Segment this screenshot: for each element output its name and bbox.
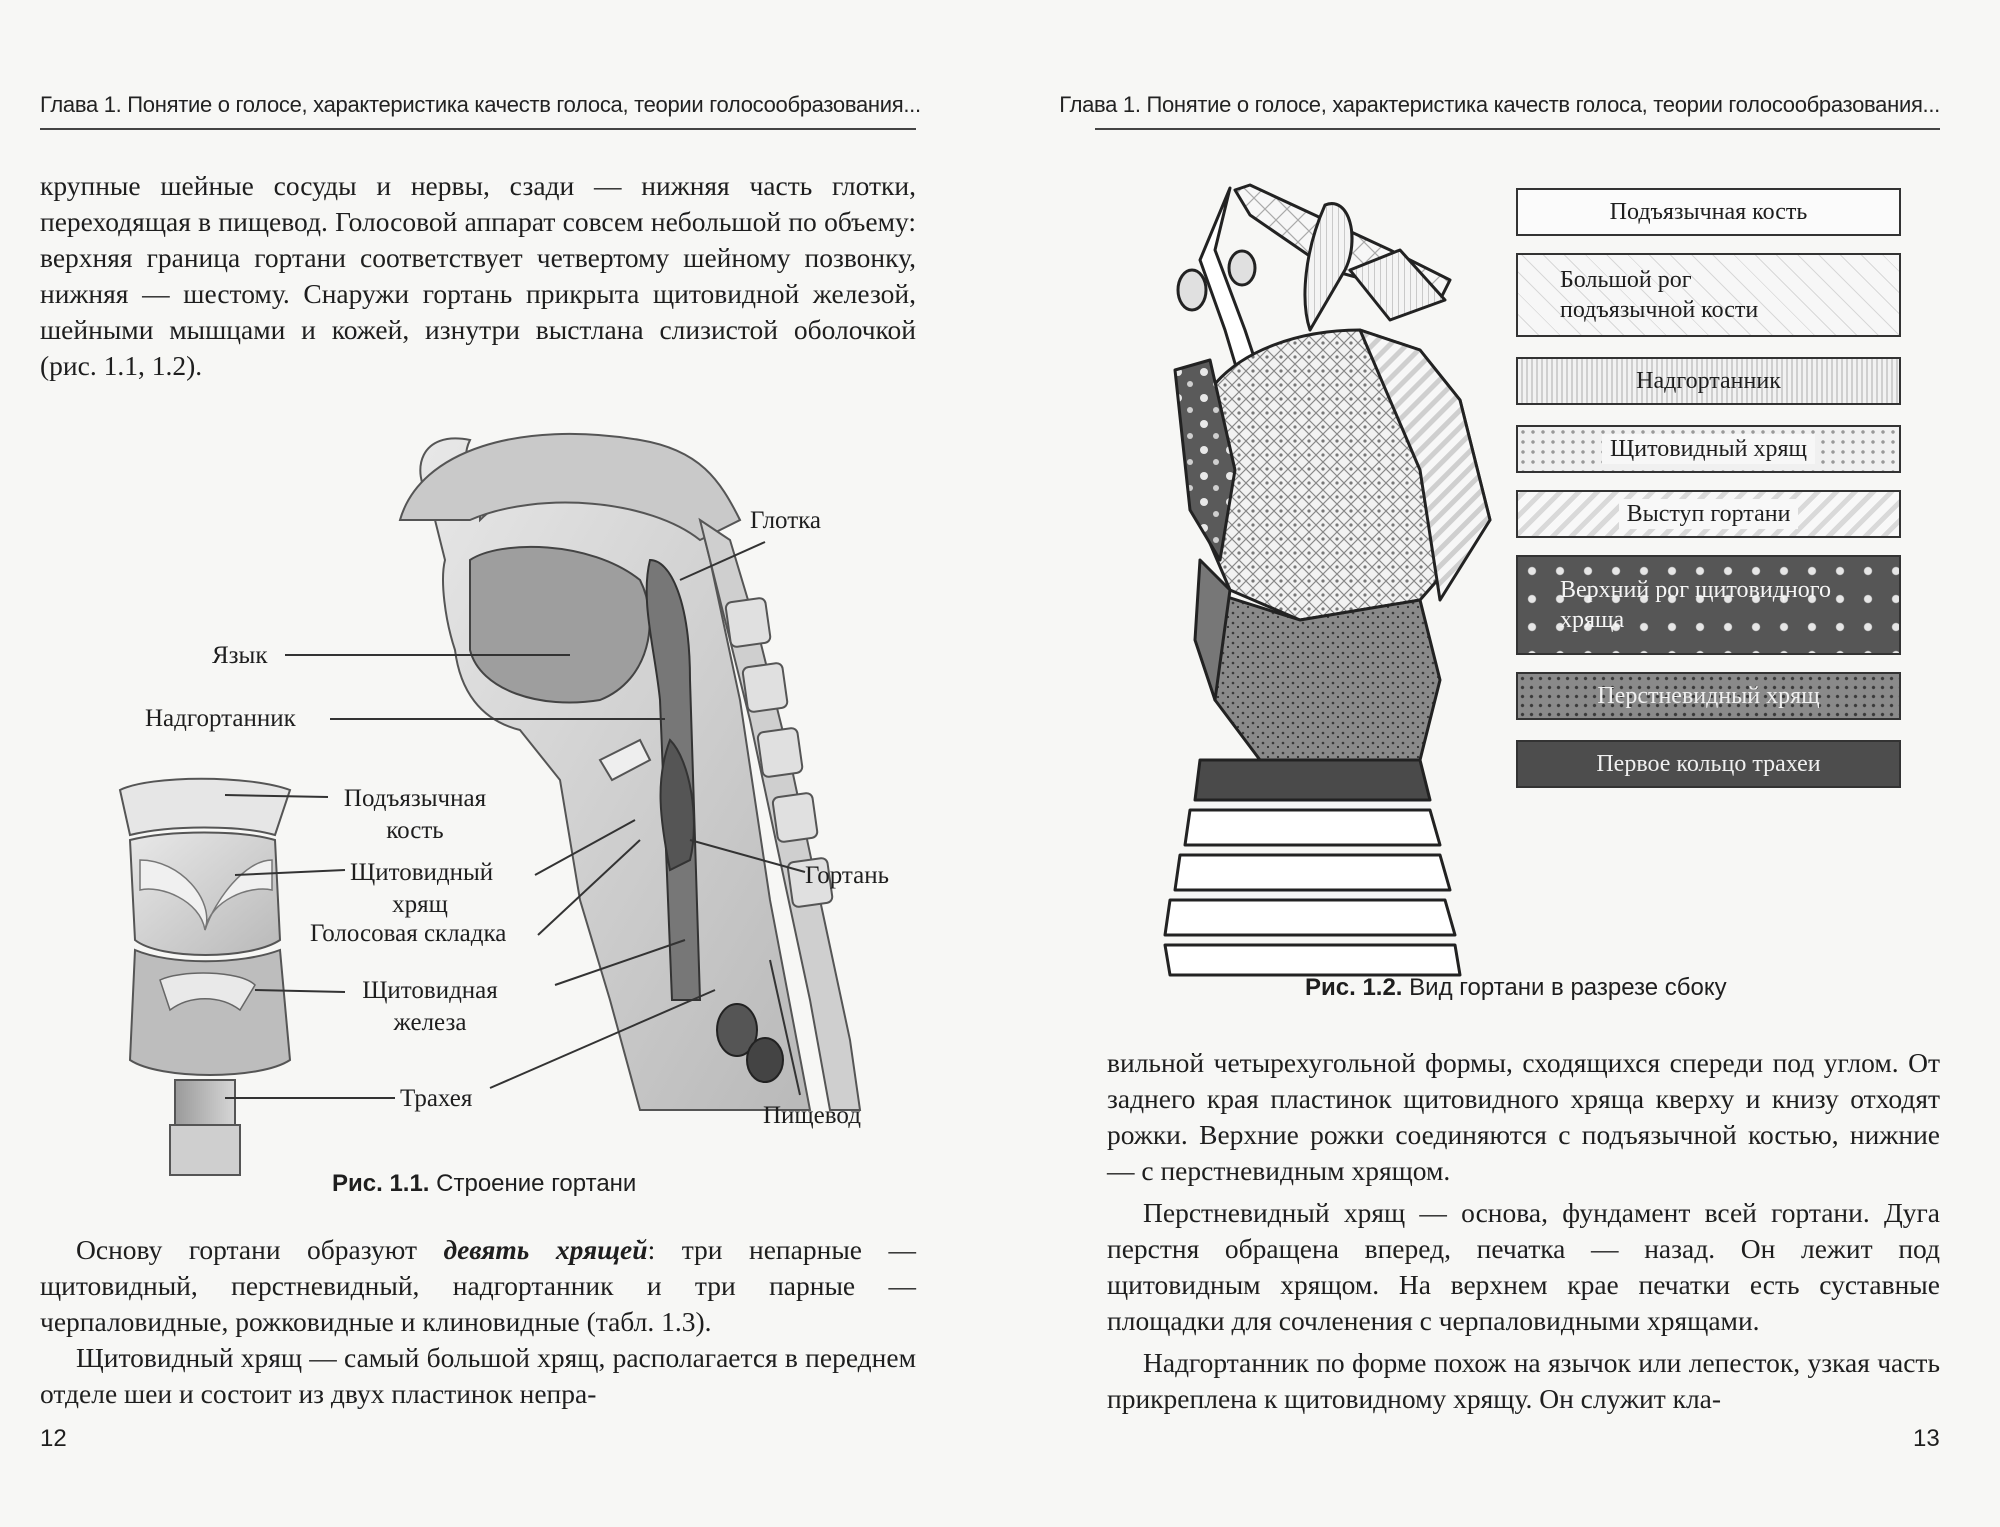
- label-tongue: Язык: [212, 642, 268, 669]
- running-head-right: Глава 1. Понятие о голосе, характеристика качеств голоса, теории голосообразования...: [1059, 92, 1940, 117]
- legend-superior-horn-thyroid-label: Верхний рог щитовидного хряща: [1560, 577, 1832, 633]
- left-paragraph-2-start: Основу гортани образуют: [76, 1234, 444, 1265]
- figure-1-2-caption-number: Рис. 1.2.: [1305, 974, 1403, 1001]
- label-vocal-fold: Голосовая складка: [310, 920, 507, 947]
- legend-superior-horn-thyroid: [1516, 555, 1901, 655]
- legend-thyroid-cartilage: [1516, 425, 1901, 473]
- label-pharynx: Глотка: [750, 507, 822, 534]
- label-hyoid-bone: Подъязычная кость: [343, 785, 487, 844]
- left-paragraph-1-text: крупные шейные сосуды и нервы, сзади — нижняя часть глотки, переходящая в пищевод. Голосовой аппарат совсем небольшой по объему: верхняя граница гортани соответствует четвертому шейному позвонку, нижняя — шестому. Снаружи гортань прикрыта щитовидной железой, шейными мышцами и кожей, изнутри выстлана слизистой оболочкой (рис. 1.1, 1.2).: [40, 170, 916, 381]
- left-paragraph-3: Щитовидный хрящ — самый большой хрящ, располагается в переднем отделе шеи и состоит из двух пластинок непра-: [40, 1342, 916, 1409]
- label-thyroid-cartilage: Щитовидный хрящ: [350, 859, 494, 918]
- page-number-right: 13: [1913, 1425, 1940, 1452]
- larynx-lateral-drawing: [1165, 185, 1490, 975]
- label-esophagus: Пищевод: [763, 1102, 861, 1129]
- page-number-left: 12: [40, 1425, 67, 1452]
- emphasis-nine-cartilages: девять хрящей: [443, 1234, 648, 1265]
- running-head-left: Глава 1. Понятие о голосе, характеристика качеств голоса, теории голосообразования...: [40, 92, 921, 117]
- label-trachea: Трахея: [400, 1085, 473, 1112]
- legend-greater-horn-hyoid-label: Большой рог подъязычной кости: [1560, 267, 1759, 323]
- legend-greater-horn-hyoid: [1516, 253, 1901, 337]
- legend-first-tracheal-ring-label: Первое кольцо трахеи: [1596, 751, 1821, 777]
- legend-thyroid-cartilage-label: Щитовидный хрящ: [1602, 434, 1815, 464]
- figure-1-2-caption-text: Вид гортани в разрезе сбоку: [1409, 974, 1727, 1001]
- legend-cricoid-cartilage: [1516, 672, 1901, 720]
- figure-1-1-caption-number: Рис. 1.1.: [332, 1170, 430, 1197]
- label-epiglottis: Надгортанник: [145, 705, 296, 732]
- right-paragraph-3: Надгортанник по форме похож на язычок или лепесток, узкая часть прикреплена к щитовидному хрящу. Он служит кла-: [1107, 1347, 1940, 1414]
- legend-hyoid-bone-label: Подъязычная кость: [1609, 199, 1808, 225]
- legend-cricoid-cartilage-label: Перстневидный хрящ: [1597, 683, 1820, 709]
- right-paragraph-1: вильной четырехугольной формы, сходящихся спереди под углом. От заднего края пластинок щитовидного хряща кверху и книзу отходят рожки. Верхние рожки соединяются с подъязычной костью, нижние — с перстневидным хрящом.: [1107, 1047, 1940, 1186]
- legend-laryngeal-prominence: [1516, 490, 1901, 538]
- legend-hyoid-bone: [1516, 188, 1901, 236]
- legend-laryngeal-prominence-label: Выступ гортани: [1619, 499, 1799, 529]
- label-larynx: Гортань: [805, 862, 890, 889]
- right-paragraphs: [1107, 1045, 1940, 1417]
- legend-epiglottis: [1516, 357, 1901, 405]
- figure-1-2-caption: [1305, 974, 1727, 1002]
- figure-1-1-caption-text: Строение гортани: [436, 1170, 637, 1197]
- left-paragraph-2-end: : три непарные — щитовидный, перстневидный, надгортанник и три парные — черпаловидные, рожковидные и клиновидные (табл. 1.3).: [40, 1234, 916, 1337]
- right-paragraph-2: Перстневидный хрящ — основа, фундамент всей гортани. Дуга перстня обращена вперед, печатка — назад. Он лежит под щитовидным хрящом. На верхнем крае печатки есть суставные площадки для сочленения с черпаловидными хрящами.: [1107, 1197, 1940, 1336]
- legend-epiglottis-label: Надгортанник: [1636, 368, 1781, 394]
- label-thyroid-gland: Щитовидная железа: [362, 977, 498, 1036]
- legend-first-tracheal-ring: [1516, 740, 1901, 788]
